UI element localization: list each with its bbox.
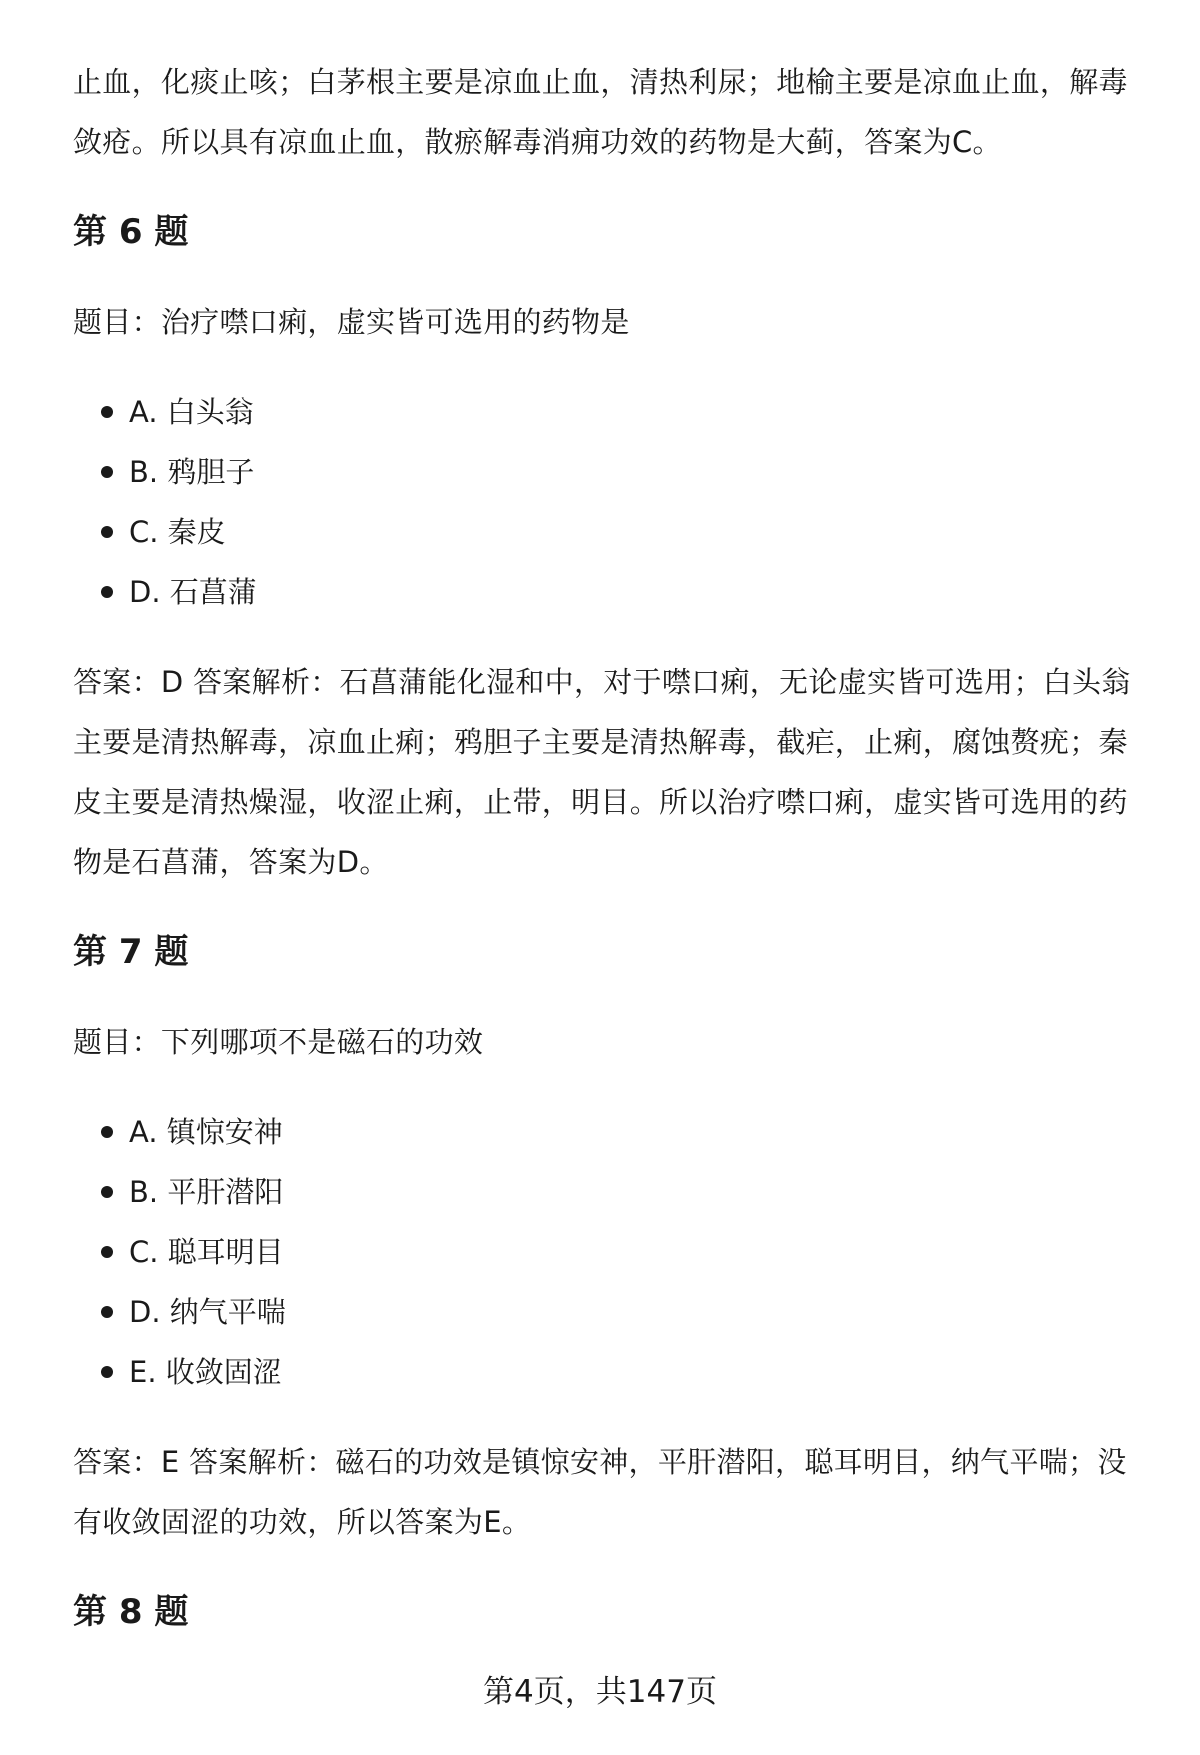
option-label: D. 石菖蒲 <box>129 575 257 609</box>
option-label: B. 鸦胆子 <box>129 455 255 489</box>
document-page <box>73 52 1153 1642</box>
option-item <box>73 502 1153 562</box>
option-item <box>73 1282 1153 1342</box>
bullet-icon <box>101 586 113 598</box>
page-number-footer: 第4页，共147页 <box>483 1674 717 1710</box>
question-6-answer: 答案：D 答案解析：石菖蒲能化湿和中，对于噤口痢，无论虚实皆可选用；白头翁主要是清热解毒，凉血止痢；鸦胆子主要是清热解毒，截疟，止痢，腐蚀赘疣；秦皮主要是清热燥湿，收涩止痢，止带，明目。所以治疗噤口痢，虚实皆可选用的药物是石菖蒲，答案为D。 <box>73 665 1131 879</box>
option-item <box>73 562 1153 622</box>
bullet-icon <box>101 1366 113 1378</box>
question-7-options <box>73 1102 1153 1402</box>
bullet-icon <box>101 1186 113 1198</box>
question-6-text: 题目：治疗噤口痢，虚实皆可选用的药物是 <box>73 305 630 339</box>
option-label: A. 白头翁 <box>129 395 254 429</box>
option-label: B. 平肝潜阳 <box>129 1175 284 1209</box>
question-7-text: 题目：下列哪项不是磁石的功效 <box>73 1025 484 1059</box>
option-label: E. 收敛固涩 <box>129 1355 282 1389</box>
question-8-heading: 第 8 题 <box>73 1592 189 1632</box>
option-label: D. 纳气平喘 <box>129 1295 286 1329</box>
bullet-icon <box>101 1246 113 1258</box>
option-item <box>73 1222 1153 1282</box>
option-item <box>73 1162 1153 1222</box>
question-6-options <box>73 382 1153 622</box>
option-item <box>73 1102 1153 1162</box>
bullet-icon <box>101 526 113 538</box>
bullet-icon <box>101 466 113 478</box>
intro-paragraph: 止血，化痰止咳；白茅根主要是凉血止血，清热利尿；地榆主要是凉血止血，解毒敛疮。所以具有凉血止血，散瘀解毒消痈功效的药物是大蓟，答案为C。 <box>73 65 1128 159</box>
option-label: A. 镇惊安神 <box>129 1115 283 1149</box>
option-item <box>73 1342 1153 1402</box>
question-7-heading: 第 7 题 <box>73 932 189 972</box>
bullet-icon <box>101 1306 113 1318</box>
option-item <box>73 382 1153 442</box>
question-7-answer: 答案：E 答案解析：磁石的功效是镇惊安神，平肝潜阳，聪耳明目，纳气平喘；没有收敛固涩的功效，所以答案为E。 <box>73 1445 1127 1539</box>
option-item <box>73 442 1153 502</box>
option-label: C. 聪耳明目 <box>129 1235 284 1269</box>
option-label: C. 秦皮 <box>129 515 226 549</box>
bullet-icon <box>101 1126 113 1138</box>
question-6-heading: 第 6 题 <box>73 212 189 252</box>
bullet-icon <box>101 406 113 418</box>
